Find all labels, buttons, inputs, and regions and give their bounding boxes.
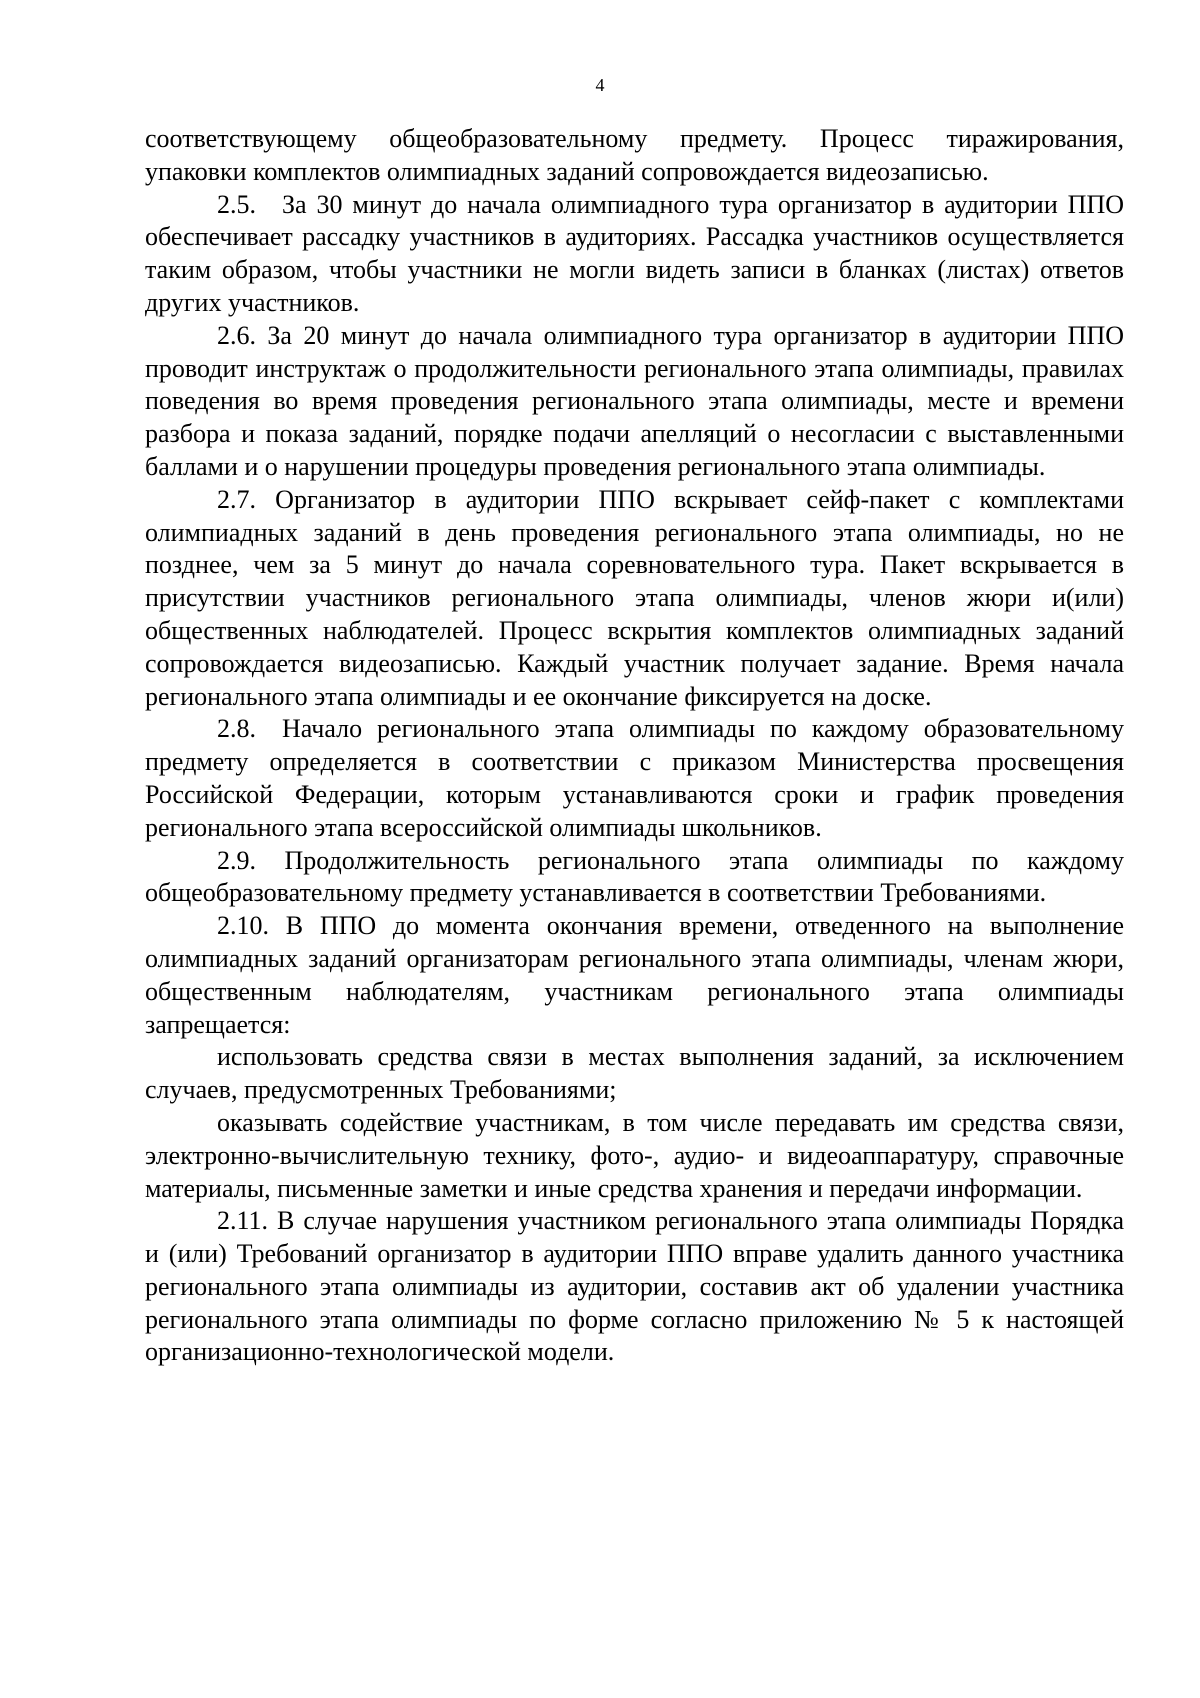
paragraph-2-7: 2.7. Организатор в аудитории ППО вскрывает сейф-пакет с комплектами олимпиадных заданий в день проведения регионального этапа олимпиады, но не позднее, чем за 5 минут до начала соревновательного тура. Пакет вскрывается в присутствии участников регионального этапа олимпиады, членов жюри и(или) общественных наблюдателей. Процесс вскрытия комплектов олимпиадных заданий сопровождается видеозаписью. Каждый участник получает задание. Время начала регионального этапа олимпиады и ее окончание фиксируется на доске. [145, 484, 1124, 711]
page-number: 4 [595, 75, 605, 95]
list-item-communication-ban: использовать средства связи в местах выполнения заданий, за исключением случаев, предусмотренных Требованиями; [145, 1042, 1124, 1105]
document-body [145, 123, 1124, 1369]
paragraph-2-5: 2.5. За 30 минут до начала олимпиадного тура организатор в аудитории ППО обеспечивает рассадку участников в аудиториях. Рассадка участников осуществляется таким образом, чтобы участники не могли видеть записи в бланках (листах) ответов других участников. [145, 189, 1124, 317]
list-item-assistance-ban: оказывать содействие участникам, в том числе передавать им средства связи, электронно-вычислительную технику, фото-, аудио- и видеоаппаратуру, справочные материалы, письменные заметки и иные средства хранения и передачи информации. [145, 1107, 1124, 1203]
paragraph-continuation: соответствующему общеобразовательному предмету. Процесс тиражирования, упаковки комплектов олимпиадных заданий сопровождается видеозаписью. [145, 124, 1124, 186]
paragraph-2-9: 2.9. Продолжительность регионального этапа олимпиады по каждому общеобразовательному предмету устанавливается в соответствии Требованиями. [145, 845, 1124, 908]
paragraph-2-8: 2.8. Начало регионального этапа олимпиады по каждому образовательному предмету определяется в соответствии с приказом Министерства просвещения Российской Федерации, которым устанавливаются сроки и график проведения регионального этапа всероссийской олимпиады школьников. [145, 714, 1124, 842]
paragraph-2-6: 2.6. За 20 минут до начала олимпиадного тура организатор в аудитории ППО проводит инструктаж о продолжительности регионального этапа олимпиады, правилах поведения во время проведения регионального этапа олимпиады, месте и времени разбора и показа заданий, порядке подачи апелляций о несогласии с выставленными баллами и о нарушении процедуры проведения регионального этапа олимпиады. [145, 320, 1124, 481]
paragraph-2-11: 2.11. В случае нарушения участником регионального этапа олимпиады Порядка и (или) Требований организатор в аудитории ППО вправе удалить данного участника регионального этапа олимпиады из аудитории, составив акт об удалении участника регионального этапа олимпиады по форме согласно приложению № 5 к настоящей организационно-технологической модели. [145, 1206, 1124, 1367]
paragraph-2-10: 2.10. В ППО до момента окончания времени, отведенного на выполнение олимпиадных заданий организаторам регионального этапа олимпиады, членам жюри, общественным наблюдателям, участникам регионального этапа олимпиады запрещается: [145, 911, 1124, 1039]
